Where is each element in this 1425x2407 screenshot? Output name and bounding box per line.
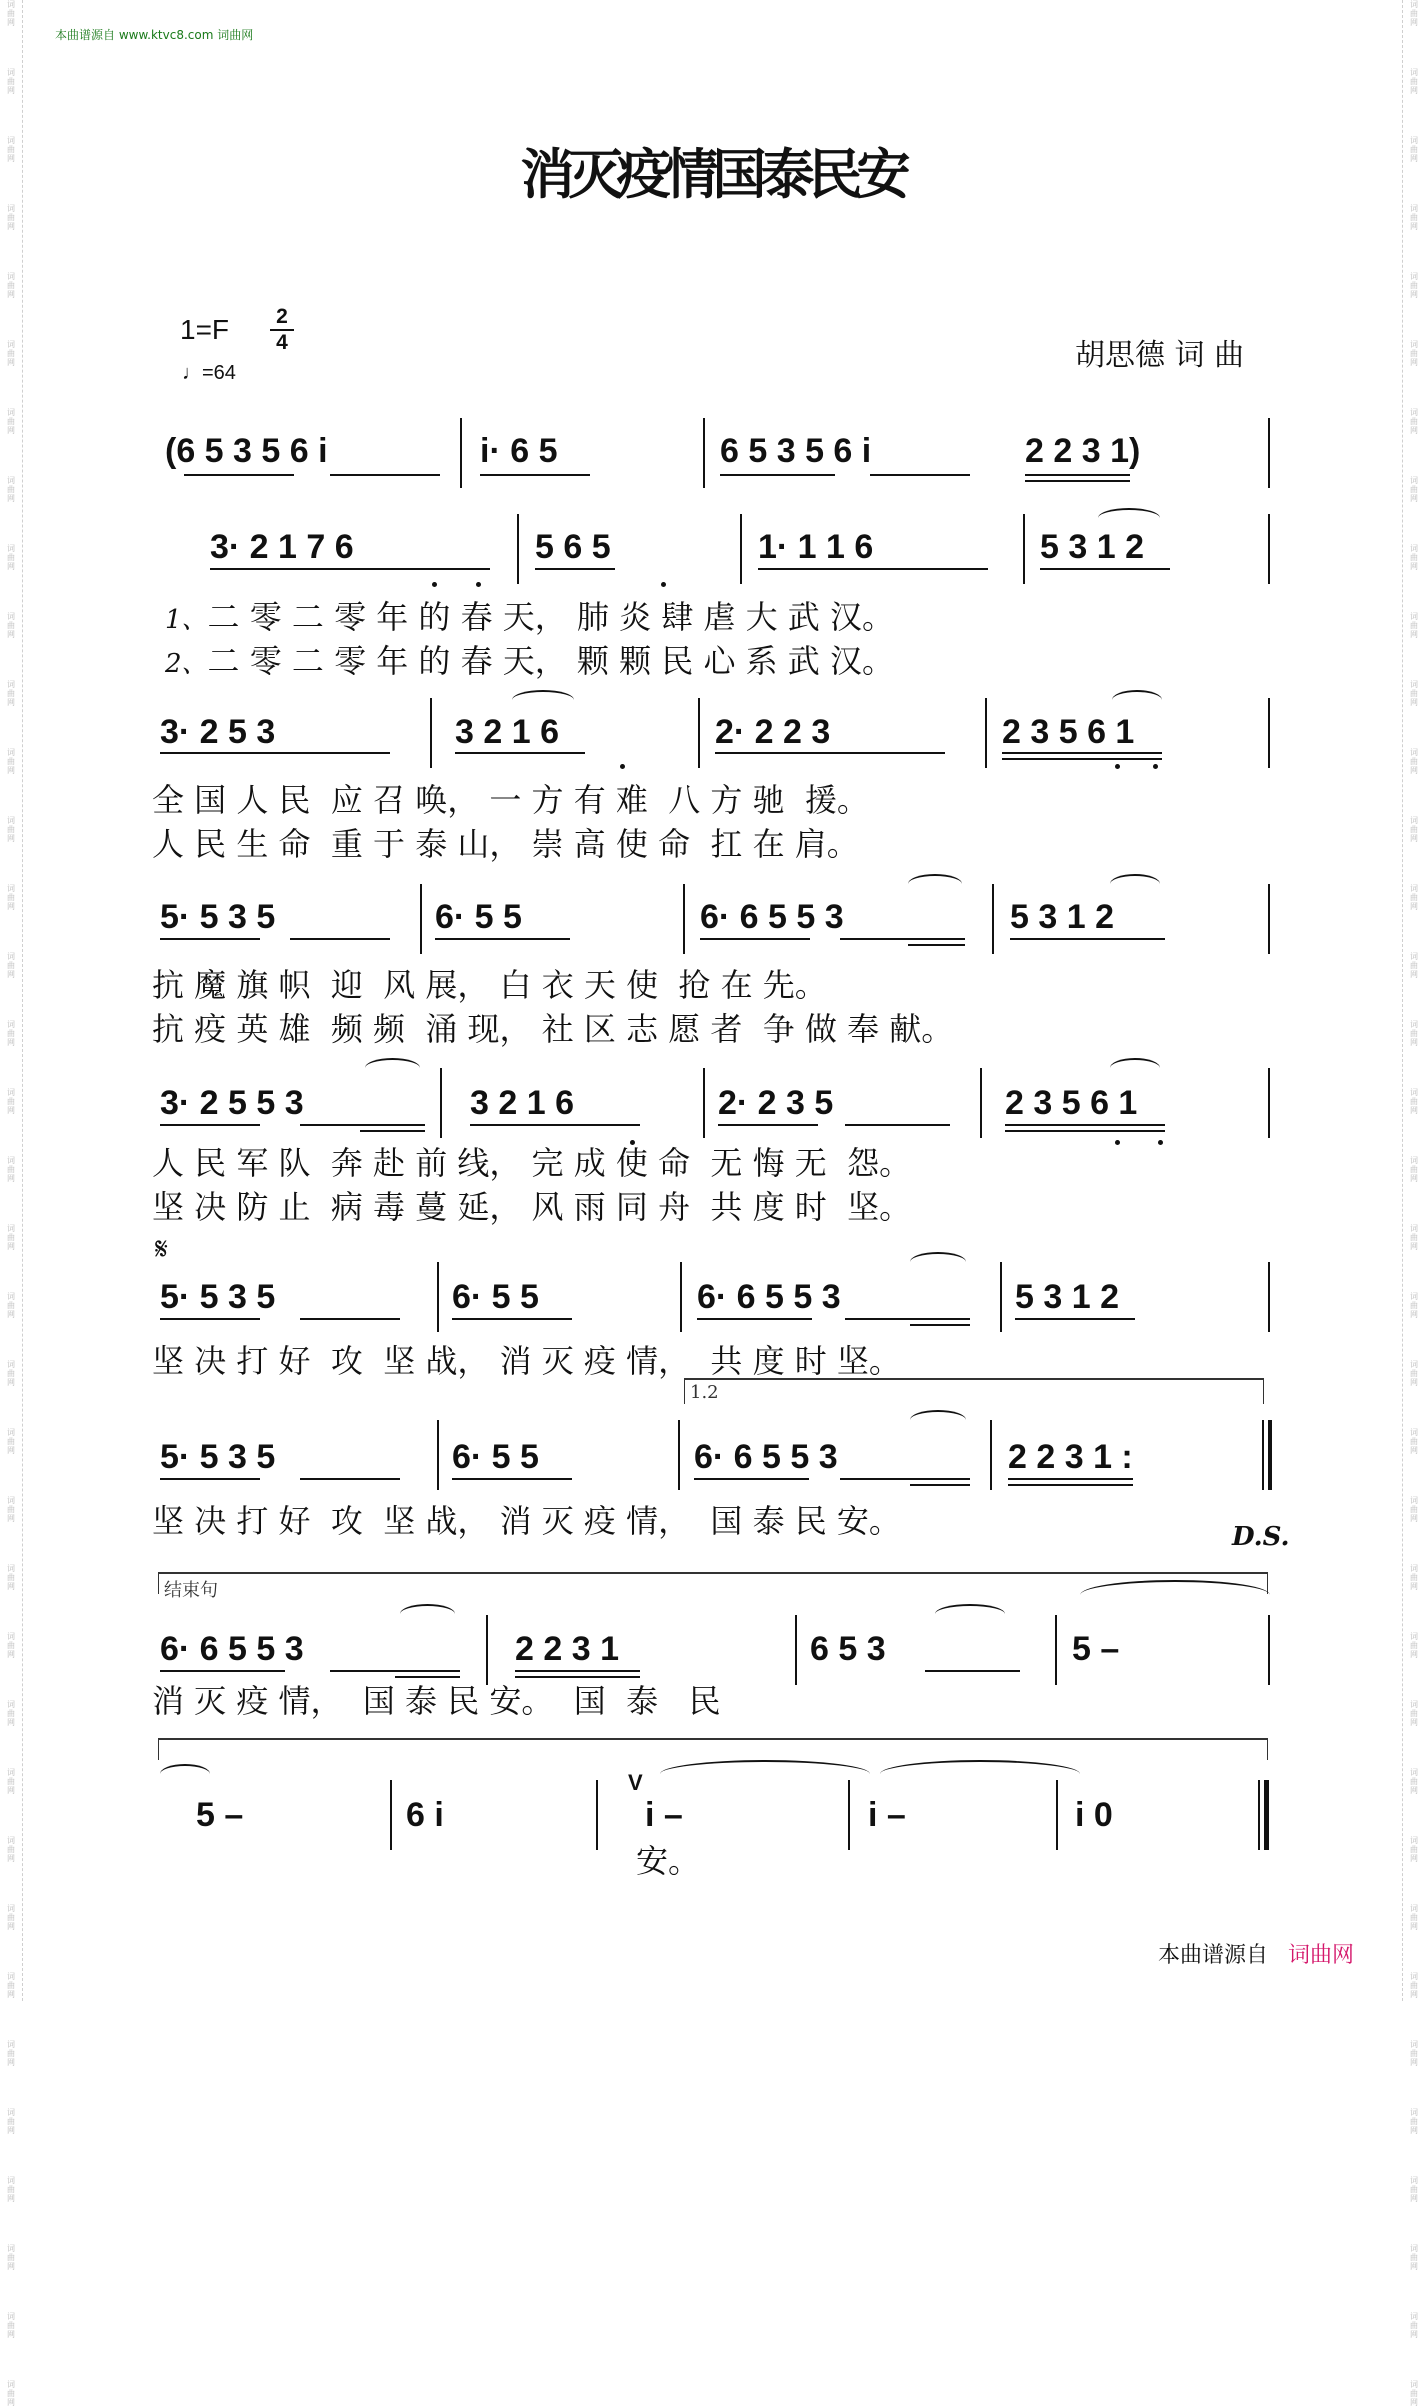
beam: [1040, 568, 1170, 570]
watermark-mark: 词 曲 网: [1410, 1292, 1418, 1319]
repeat-barline-thick: [1268, 1420, 1272, 1490]
beam: [1008, 1478, 1133, 1480]
beam: [1002, 752, 1162, 754]
measure-1-4: 2 2 3 1): [1025, 432, 1141, 470]
watermark-mark: 词 曲 网: [7, 544, 15, 571]
beam: [845, 1124, 950, 1126]
tie: [660, 1760, 870, 1788]
watermark-mark: 词 曲 网: [1410, 0, 1418, 27]
measure-3-3: 2· 2 2 3: [715, 713, 831, 751]
slur: [365, 1058, 420, 1078]
beam: [1010, 938, 1165, 940]
verse-number: 1、: [165, 605, 208, 635]
beam: [360, 1130, 425, 1132]
coda-bracket-continued: [158, 1738, 1268, 1760]
watermark-mark: 词 曲 网: [7, 476, 15, 503]
slur: [1110, 874, 1160, 894]
measure-1-2: i· 6 5: [480, 432, 558, 470]
beam: [435, 938, 570, 940]
slur: [1112, 690, 1162, 710]
barline: [992, 884, 994, 954]
beam: [210, 568, 490, 570]
bottom-source-note: [1158, 1938, 1354, 1969]
measure-2-2: 5 6 5: [535, 528, 611, 566]
watermark-mark: 词 曲 网: [7, 612, 15, 639]
watermark-mark: 词 曲 网: [1410, 1360, 1418, 1387]
beam: [694, 1478, 809, 1480]
watermark-mark: 词 曲 网: [1410, 884, 1418, 911]
octave-dot: [1115, 764, 1120, 769]
watermark-mark: 词 曲 网: [1410, 1564, 1418, 1591]
beam: [535, 568, 615, 570]
barline: [698, 698, 700, 768]
slur: [1110, 1058, 1160, 1078]
watermark-mark: 词 曲 网: [7, 1224, 15, 1251]
measure-5-3: 2· 2 3 5: [718, 1084, 834, 1122]
watermark-mark: 词 曲 网: [7, 2108, 15, 2135]
barline: [596, 1780, 598, 1850]
slur: [935, 1604, 1005, 1624]
watermark-mark: 词 曲 网: [1410, 476, 1418, 503]
barline: [980, 1068, 982, 1138]
beam: [160, 938, 260, 940]
barline: [1000, 1262, 1002, 1332]
beam: [845, 1318, 970, 1320]
slur: [512, 690, 574, 710]
beam: [470, 1124, 640, 1126]
measure-5-1: 3· 2 5 5 3: [160, 1084, 304, 1122]
beam: [1005, 1130, 1165, 1132]
measure-9-5: i 0: [1075, 1796, 1113, 1834]
watermark-mark: 词 曲 网: [1410, 2312, 1418, 2339]
tie: [160, 1764, 210, 1784]
watermark-mark: 词 曲 网: [1410, 68, 1418, 95]
bottom-source-site[interactable]: 词曲网: [1288, 1943, 1355, 1968]
beam: [300, 1124, 425, 1126]
watermark-mark: 词 曲 网: [7, 1156, 15, 1183]
barline: [985, 698, 987, 768]
watermark-mark: 词 曲 网: [1410, 1020, 1418, 1047]
barline: [1268, 698, 1270, 768]
watermark-mark: 词 曲 网: [7, 680, 15, 707]
watermark-mark: 词 曲 网: [1410, 2244, 1418, 2271]
lyric-line: 消 灭 疫 情， 国 泰 民 安。 国 泰 民: [152, 1682, 721, 1720]
watermark-mark: 词 曲 网: [7, 1972, 15, 1999]
final-barline-thick: [1264, 1780, 1269, 1850]
beam: [908, 944, 965, 946]
beam: [910, 1484, 970, 1486]
watermark-mark: 词 曲 网: [7, 1020, 15, 1047]
watermark-mark: 词 曲 网: [7, 1496, 15, 1523]
watermark-mark: 词 曲 网: [7, 408, 15, 435]
watermark-mark: 词 曲 网: [1410, 408, 1418, 435]
watermark-mark: 词 曲 网: [7, 1904, 15, 1931]
barline: [1268, 1615, 1270, 1685]
verse-number: 2、: [165, 649, 208, 679]
watermark-mark: 词 曲 网: [7, 2244, 15, 2271]
beam: [1015, 1318, 1135, 1320]
watermark-mark: 词 曲 网: [7, 204, 15, 231]
barline: [680, 1262, 682, 1332]
beam: [925, 1670, 1020, 1672]
watermark-mark: 词 曲 网: [1410, 136, 1418, 163]
octave-dot: [1153, 764, 1158, 769]
measure-4-2: 6· 5 5: [435, 898, 522, 936]
beam: [697, 1318, 812, 1320]
tempo-marking: ♩=64: [182, 362, 236, 384]
beam: [700, 938, 810, 940]
measure-5-4: 2 3 5 6 1: [1005, 1084, 1138, 1122]
watermark-mark: 词 曲 网: [1410, 2176, 1418, 2203]
measure-6-2: 6· 5 5: [452, 1278, 539, 1316]
octave-dot: [1115, 1140, 1120, 1145]
beam: [840, 938, 965, 940]
slur: [910, 1252, 966, 1272]
top-source-note: 本曲谱源自 www.ktvc8.com 词曲网: [55, 28, 254, 42]
barline: [460, 418, 462, 488]
barline: [1268, 1068, 1270, 1138]
beam: [330, 474, 440, 476]
beam: [330, 1670, 460, 1672]
watermark-mark: 词 曲 网: [7, 1564, 15, 1591]
watermark-mark: 词 曲 网: [1410, 544, 1418, 571]
time-top: 2: [276, 305, 288, 328]
breath-mark: V: [628, 1770, 643, 1795]
measure-6-3: 6· 6 5 5 3: [697, 1278, 841, 1316]
barline: [420, 884, 422, 954]
lyric-text: 二 零 二 零 年 的 春 天， 颗 颗 民 心 系 武 汉。: [207, 642, 894, 680]
lyric-line: 全 国 人 民 应 召 唤， 一 方 有 难 八 方 驰 援。: [152, 781, 869, 819]
barline: [1268, 884, 1270, 954]
left-watermark-strip: [0, 0, 23, 2407]
barline: [990, 1420, 992, 1490]
barline: [1056, 1780, 1058, 1850]
watermark-mark: 词 曲 网: [1410, 748, 1418, 775]
watermark-mark: 词 曲 网: [7, 272, 15, 299]
watermark-mark: 词 曲 网: [7, 1428, 15, 1455]
lyric-line: [165, 592, 894, 638]
time-signature: [270, 306, 294, 354]
watermark-mark: 词 曲 网: [1410, 2040, 1418, 2067]
measure-3-2: 3 2 1 6: [455, 713, 559, 751]
lyric-line: 人 民 生 命 重 于 泰 山， 崇 高 使 命 扛 在 肩。: [152, 825, 859, 863]
measure-9-2: 6 i: [406, 1796, 444, 1834]
barline: [437, 1262, 439, 1332]
measure-6-1: 5· 5 3 5: [160, 1278, 276, 1316]
watermark-mark: 词 曲 网: [7, 0, 15, 27]
measure-4-4: 5 3 1 2: [1010, 898, 1114, 936]
bottom-source-label: 本曲谱源自: [1158, 1943, 1269, 1968]
watermark-mark: 词 曲 网: [7, 1632, 15, 1659]
barline: [1055, 1615, 1057, 1685]
lyric-line: 抗 魔 旗 帜 迎 风 展， 白 衣 天 使 抢 在 先。: [152, 966, 827, 1004]
watermark-mark: 词 曲 网: [1410, 340, 1418, 367]
barline: [1268, 1262, 1270, 1332]
octave-dot: [432, 582, 437, 587]
lyric-text: 二 零 二 零 年 的 春 天， 肺 炎 肆 虐 大 武 汉。: [207, 598, 894, 636]
measure-8-4: 5 –: [1072, 1630, 1120, 1668]
barline: [486, 1615, 488, 1685]
measure-7-1: 5· 5 3 5: [160, 1438, 276, 1476]
segno-sign: 𝄋: [155, 1232, 168, 1267]
beam: [758, 568, 988, 570]
beam: [870, 474, 970, 476]
beam: [160, 1124, 260, 1126]
beam: [184, 474, 294, 476]
watermark-mark: 词 曲 网: [1410, 1768, 1418, 1795]
watermark-mark: 词 曲 网: [7, 68, 15, 95]
beam: [290, 938, 390, 940]
barline: [440, 1068, 442, 1138]
watermark-mark: 词 曲 网: [1410, 1904, 1418, 1931]
watermark-mark: 词 曲 网: [7, 1088, 15, 1115]
lyric-line: [165, 636, 894, 682]
watermark-mark: 词 曲 网: [7, 2312, 15, 2339]
time-bottom: 4: [276, 331, 288, 354]
measure-9-4: i –: [868, 1796, 906, 1834]
measure-2-4: 5 3 1 2: [1040, 528, 1144, 566]
beam: [455, 752, 585, 754]
beam: [452, 1318, 572, 1320]
beam: [300, 1318, 400, 1320]
beam: [160, 752, 390, 754]
song-title: 消灭疫情国泰民安: [520, 142, 905, 206]
slur: [400, 1604, 455, 1624]
watermark-mark: 词 曲 网: [7, 340, 15, 367]
measure-7-2: 6· 5 5: [452, 1438, 539, 1476]
watermark-mark: 词 曲 网: [7, 2380, 15, 2407]
tie: [880, 1760, 1080, 1788]
barline: [795, 1615, 797, 1685]
final-barline-thin: [1258, 1780, 1260, 1850]
measure-7-3: 6· 6 5 5 3: [694, 1438, 838, 1476]
watermark-mark: 词 曲 网: [1410, 680, 1418, 707]
beam: [720, 474, 835, 476]
lyric-line: 人 民 军 队 奔 赴 前 线， 完 成 使 命 无 悔 无 怨。: [152, 1144, 912, 1182]
slur: [908, 874, 962, 894]
measure-2-1: 3· 2 1 7 6: [210, 528, 354, 566]
watermark-mark: 词 曲 网: [7, 1700, 15, 1727]
watermark-mark: 词 曲 网: [7, 748, 15, 775]
watermark-mark: 词 曲 网: [7, 884, 15, 911]
beam: [840, 1478, 970, 1480]
beam: [1002, 758, 1162, 760]
watermark-mark: 词 曲 网: [7, 952, 15, 979]
beam: [480, 474, 590, 476]
measure-7-4: 2 2 3 1 :: [1008, 1438, 1133, 1476]
watermark-mark: 词 曲 网: [1410, 612, 1418, 639]
octave-dot: [620, 764, 625, 769]
watermark-mark: 词 曲 网: [7, 1360, 15, 1387]
measure-8-3: 6 5 3: [810, 1630, 886, 1668]
octave-dot: [476, 582, 481, 587]
barline: [848, 1780, 850, 1850]
tie: [1080, 1580, 1270, 1610]
beam: [910, 1324, 970, 1326]
watermark-mark: 词 曲 网: [1410, 1156, 1418, 1183]
beam: [1025, 474, 1130, 476]
right-watermark-strip: [1402, 0, 1425, 2407]
composer-credit: 胡思德 词 曲: [1075, 338, 1245, 373]
watermark-mark: 词 曲 网: [1410, 1836, 1418, 1863]
watermark-mark: 词 曲 网: [1410, 1224, 1418, 1251]
watermark-mark: 词 曲 网: [1410, 2380, 1418, 2407]
beam: [1008, 1484, 1133, 1486]
beam: [160, 1318, 260, 1320]
dal-segno: D.S.: [1232, 1522, 1290, 1552]
lyric-line: 坚 决 打 好 攻 坚 战， 消 灭 疫 情， 国 泰 民 安。: [152, 1502, 901, 1540]
watermark-mark: 词 曲 网: [1410, 1428, 1418, 1455]
beam: [515, 1670, 640, 1672]
octave-dot: [661, 582, 666, 587]
barline: [437, 1420, 439, 1490]
lyric-line: 抗 疫 英 雄 频 频 涌 现， 社 区 志 愿 者 争 做 奉 献。: [152, 1010, 954, 1048]
watermark-mark: 词 曲 网: [7, 1768, 15, 1795]
lyric-line: 坚 决 打 好 攻 坚 战， 消 灭 疫 情， 共 度 时 坚。: [152, 1342, 901, 1380]
watermark-mark: 词 曲 网: [7, 2176, 15, 2203]
barline: [1023, 514, 1025, 584]
measure-4-3: 6· 6 5 5 3: [700, 898, 844, 936]
volta-bracket: [684, 1378, 1264, 1404]
barline: [678, 1420, 680, 1490]
repeat-barline: [1262, 1420, 1264, 1490]
beam: [300, 1478, 400, 1480]
measure-1-3: 6 5 3 5 6 i: [720, 432, 872, 470]
beam: [718, 1124, 818, 1126]
lyric-line: 安。: [636, 1842, 701, 1880]
barline: [390, 1780, 392, 1850]
barline: [1268, 514, 1270, 584]
barline: [430, 698, 432, 768]
slur: [910, 1410, 966, 1430]
measure-3-1: 3· 2 5 3: [160, 713, 276, 751]
watermark-mark: 词 曲 网: [7, 2040, 15, 2067]
measure-9-3: i –: [645, 1796, 683, 1834]
beam: [715, 752, 945, 754]
watermark-mark: 词 曲 网: [1410, 1632, 1418, 1659]
watermark-mark: 词 曲 网: [1410, 816, 1418, 843]
measure-9-1: 5 –: [196, 1796, 244, 1834]
barline: [703, 1068, 705, 1138]
volta-label: 1.2: [690, 1382, 719, 1403]
measure-8-1: 6· 6 5 5 3: [160, 1630, 304, 1668]
barline: [740, 514, 742, 584]
watermark-mark: 词 曲 网: [1410, 2108, 1418, 2135]
watermark-mark: 词 曲 网: [1410, 952, 1418, 979]
barline: [517, 514, 519, 584]
barline: [703, 418, 705, 488]
barline: [1268, 418, 1270, 488]
measure-8-2: 2 2 3 1: [515, 1630, 619, 1668]
watermark-mark: 词 曲 网: [1410, 204, 1418, 231]
watermark-mark: 词 曲 网: [7, 1836, 15, 1863]
watermark-mark: 词 曲 网: [1410, 1700, 1418, 1727]
watermark-mark: 词 曲 网: [7, 136, 15, 163]
measure-6-4: 5 3 1 2: [1015, 1278, 1119, 1316]
watermark-mark: 词 曲 网: [1410, 1088, 1418, 1115]
measure-5-2: 3 2 1 6: [470, 1084, 574, 1122]
beam: [160, 1670, 285, 1672]
barline: [683, 884, 685, 954]
slur: [1098, 508, 1160, 528]
coda-label: 结束句: [164, 1580, 218, 1601]
measure-4-1: 5· 5 3 5: [160, 898, 276, 936]
watermark-mark: 词 曲 网: [7, 816, 15, 843]
watermark-mark: 词 曲 网: [1410, 1972, 1418, 1999]
lyric-line: 坚 决 防 止 病 毒 蔓 延， 风 雨 同 舟 共 度 时 坚。: [152, 1188, 912, 1226]
measure-3-4: 2 3 5 6 1: [1002, 713, 1135, 751]
key-signature: 1=F: [180, 314, 230, 345]
watermark-mark: 词 曲 网: [1410, 1496, 1418, 1523]
measure-1-1: (6 5 3 5 6 i: [165, 432, 328, 470]
octave-dot: [1158, 1140, 1163, 1145]
beam: [452, 1478, 572, 1480]
watermark-mark: 词 曲 网: [7, 1292, 15, 1319]
measure-2-3: 1· 1 1 6: [758, 528, 874, 566]
beam: [1025, 480, 1130, 482]
beam: [160, 1478, 260, 1480]
watermark-mark: 词 曲 网: [1410, 272, 1418, 299]
beam: [1005, 1124, 1165, 1126]
